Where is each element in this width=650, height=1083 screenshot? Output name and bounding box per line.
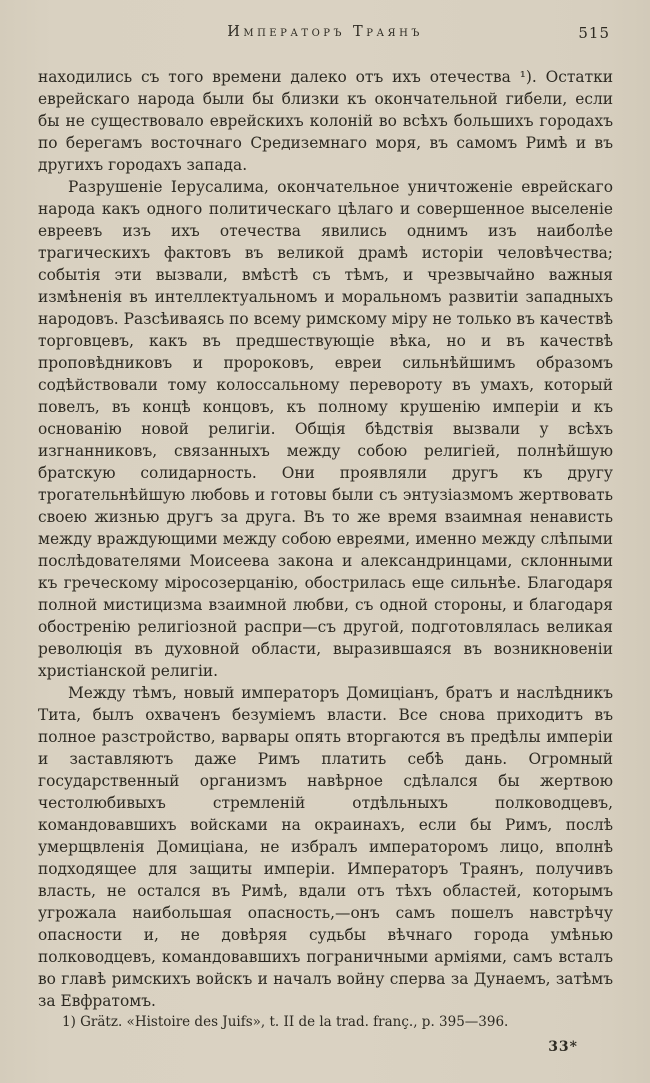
paragraph: Разрушеніе Іерусалима, окончательное уничтоженіе еврейскаго народа какъ одного политическаго цѣлаго и совершенное выселеніе евреевъ изъ ихъ отечества явились однимъ изъ наиболѣе трагическихъ фактовъ въ великой драмѣ исторіи человѣчества; событія эти вызвали, вмѣстѣ съ тѣмъ, и чрезвычайно важныя измѣненія въ интеллектуальномъ и моральномъ развитіи западныхъ народовъ. Разсѣиваясь по всему римскому міру не только въ качествѣ торговцевъ, какъ въ предшествующіе вѣка, но и въ качествѣ проповѣдниковъ и пророковъ, евреи сильнѣйшимъ образомъ содѣйствовали тому колоссальному перевороту въ умахъ, который повелъ, въ концѣ концовъ, къ полному крушенію имперіи и къ основанію новой религіи. Общія бѣдствія вызвали у всѣхъ изгнанниковъ, связанныхъ между собою религіей, полнѣйшую братскую солидарность. Они проявляли другъ къ другу трогательнѣйшую любовь и готовы были съ энтузіазмомъ жертвовать своею жизнью другъ за друга. Въ то же время взаимная ненависть между враждующими между собою евреями, именно между слѣпыми послѣдователями Моисеева закона и александринцами, склонными къ греческому міросозерцанію, обострилась еще сильнѣе. Благодаря полной мистицизма взаимной любви, съ одной стороны, и благодаря обостренію религіозной распри—съ другой, подготовлялась великая революція въ духовной области, выразившаяся въ возникновеніи христіанской религіи. (38, 178, 613, 680)
page-body (38, 66, 613, 1012)
footnote-block (38, 1013, 612, 1031)
footnote: 1) Grätz. «Histoire des Juifs», t. II de la trad. franç., p. 395—396. (62, 1014, 509, 1030)
paragraph: Между тѣмъ, новый императоръ Домиціанъ, братъ и наслѣдникъ Тита, былъ охваченъ безуміемъ власти. Все снова приходитъ въ полное разстройство, варвары опять вторгаются въ предѣлы имперіи и заставляютъ даже Римъ платить себѣ дань. Огромный государственный организмъ навѣрное сдѣлался бы жертвою честолюбивыхъ стремленій отдѣльныхъ полководцевъ, командовавшихъ войсками на окраинахъ, если бы Римъ, послѣ умерщвленія Домиціана, не избралъ императоромъ лицо, вполнѣ подходящее для защиты имперіи. Императоръ Траянъ, получивъ власть, не остался въ Римѣ, вдали отъ тѣхъ областей, которымъ угрожала наибольшая опасность,—онъ самъ пошелъ навстрѣчу опасности и, не довѣряя судьбы вѣчнаго города умѣнью полководцевъ, командовавшихъ пограничными арміями, самъ всталъ во главѣ римскихъ войскъ и началъ войну сперва за Дунаемъ, затѣмъ за Евфратомъ. (38, 684, 613, 1010)
page-number: 515 (578, 24, 610, 42)
print-signature: 33* (548, 1039, 578, 1055)
paragraph: находились съ того времени далеко отъ ихъ отечества ¹). Остатки еврейскаго народа были бы близки къ окончательной гибели, если бы не существовало еврейскихъ колоній во всѣхъ большихъ городахъ по берегамъ восточнаго Средиземнаго моря, въ самомъ Римѣ и въ другихъ городахъ запада. (38, 68, 613, 174)
running-head-title: Императоръ Траянъ (227, 24, 423, 40)
